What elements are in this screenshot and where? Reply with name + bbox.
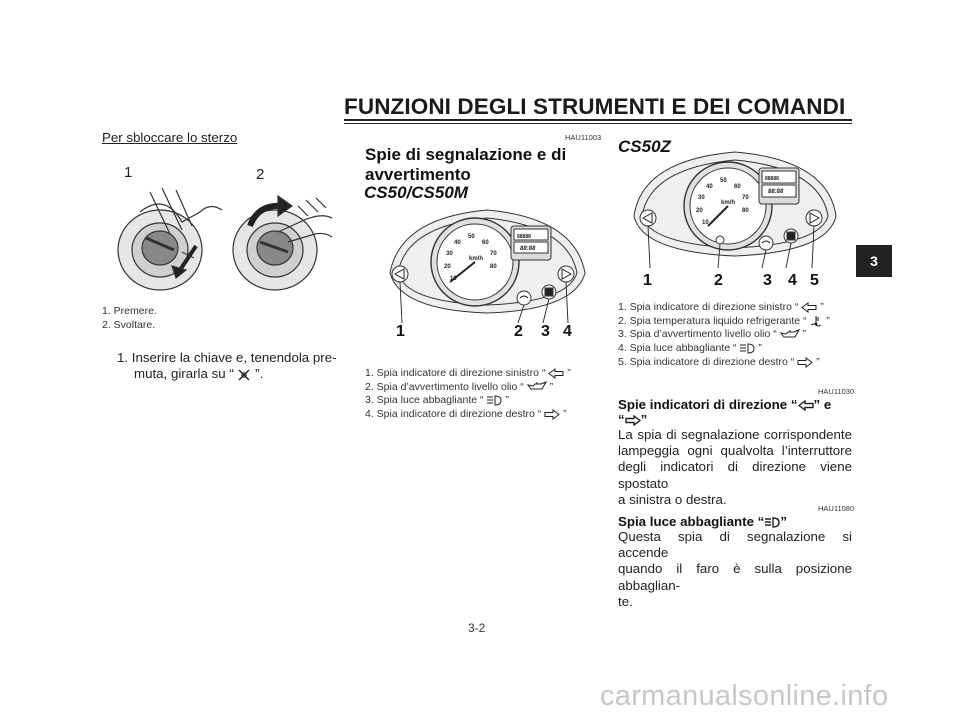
caption-item: 1. Spia indicatore di direzione sinistro “ ” [618,301,824,313]
heading-turn-signals: Spie indicatori di direzione “ ” e [618,397,832,412]
instruction-text-a: muta, girarla su “ [134,366,234,382]
section-title-steering: Per sbloccare lo sterzo [102,130,238,145]
z-gauge-tick-10: 10 [702,220,709,226]
left-arrow-icon [548,368,564,379]
figure-number-1: 1 [124,164,133,181]
oil-can-icon [780,329,800,340]
gauge-tick-70: 70 [490,251,497,257]
z-gauge-tick-40: 40 [706,184,713,190]
caption-press: 1. Premere. [102,305,157,317]
caption-item: 2. Spia temperatura liquido refrigerante “ ” [618,314,830,327]
instruction-step [117,350,349,382]
chapter-tab: 3 [856,245,892,277]
page-header-title: FUNZIONI DEGLI STRUMENTI E DEI COMANDI [344,94,846,119]
paragraph-line: degli indicatori di direzione viene spostato [618,459,852,491]
header-rule-thin [344,123,852,124]
watermark: carmanualsonline.info [600,680,889,712]
instruction-text-b: ”. [255,366,264,382]
section-code-turn: HAU11030 [818,387,855,396]
instruction-line-1: 1. Inserire la chiave e, tenendola pre- [117,350,337,365]
heading-high-beam: Spia luce abbagliante “ ” [618,514,787,529]
instrument-cluster-cs50z [628,146,843,268]
paragraph-turn-signals [618,427,852,508]
z-callout-1: 1 [643,272,652,289]
caption-item: 1. Spia indicatore di direzione sinistro “ ” [365,367,571,379]
gauge-tick-40: 40 [454,240,461,246]
header-rule [344,119,852,121]
gauge-tick-20: 20 [444,264,451,270]
right-arrow-icon [544,409,560,420]
high-beam-icon [486,395,502,406]
caption-list-cs50z [618,301,830,370]
clock-display: 88:88 [520,246,536,252]
z-callout-4: 4 [788,272,797,289]
z-gauge-tick-50: 50 [720,178,727,184]
unlock-symbol-icon [237,368,251,382]
caption-item: 3. Spia luce abbagliante “ ” [365,394,509,407]
paragraph-line: te. [618,593,633,609]
paragraph-line: Questa spia di segnalazione si accende [618,529,852,561]
gauge-tick-30: 30 [446,251,453,257]
z-odometer-display: 88888 [765,176,779,182]
paragraph-line: quando il faro è sulla posizione abbaglian- [618,561,852,593]
z-gauge-tick-20: 20 [696,208,703,214]
caption-item: 2. Spia d’avvertimento livello olio “ ” [365,380,554,393]
model-label-cs50: CS50/CS50M [364,183,468,202]
right-arrow-icon [625,415,641,426]
paragraph-line: La spia di segnalazione corrispondente [618,427,852,442]
z-gauge-tick-30: 30 [698,195,705,201]
left-arrow-icon [798,400,814,411]
ignition-key-illustration [110,182,342,294]
z-callout-3: 3 [763,272,772,289]
left-arrow-icon [801,302,817,313]
figure-number-2: 2 [256,166,265,183]
z-callout-5: 5 [810,272,819,289]
caption-item: 5. Spia indicatore di direzione destro “ ” [618,355,820,368]
callout-2: 2 [514,323,523,340]
paragraph-line: lampeggia ogni qualvolta l’interruttore [618,443,852,459]
gauge-tick-10: 10 [450,276,457,282]
section-title-line-2: avvertimento [365,165,471,184]
callout-1: 1 [396,323,405,340]
z-clock-display: 88:88 [768,189,784,195]
right-arrow-icon [797,357,813,368]
z-callout-2: 2 [714,272,723,289]
instruction-line-2 [117,366,349,382]
page-number: 3-2 [468,621,486,635]
model-label-cs50z: CS50Z [618,137,671,156]
gauge-tick-60: 60 [482,240,489,246]
z-gauge-tick-60: 60 [734,184,741,190]
caption-turn: 2. Svoltare. [102,319,156,331]
gauge-tick-80: 80 [490,264,497,270]
paragraph-line: a sinistra o destra. [618,491,727,507]
gauge-unit: km/h [469,256,484,262]
heading-turn-signals-2: “ ” [618,412,648,427]
section-code-highbeam: HAU11080 [818,504,855,513]
z-gauge-tick-80: 80 [742,208,749,214]
section-title-line-1: Spie di segnalazione e di [365,145,567,164]
caption-item: 3. Spia d’avvertimento livello olio “ ” [618,328,807,341]
oil-can-icon [527,381,547,392]
caption-item: 4. Spia indicatore di direzione destro “ ” [365,408,567,421]
paragraph-high-beam [618,529,852,610]
z-gauge-unit: km/h [721,200,736,206]
thermometer-icon [809,315,823,327]
caption-list-cs50 [365,367,571,422]
instrument-cluster-cs50 [380,198,595,330]
odometer-display: 88888 [517,234,531,240]
caption-item: 4. Spia luce abbagliante “ ” [618,342,762,355]
callout-3: 3 [541,323,550,340]
high-beam-icon [764,517,780,528]
z-gauge-tick-70: 70 [742,195,749,201]
section-code: HAU11003 [565,133,602,142]
high-beam-icon [739,343,755,354]
callout-4: 4 [563,323,572,340]
gauge-tick-50: 50 [468,234,475,240]
